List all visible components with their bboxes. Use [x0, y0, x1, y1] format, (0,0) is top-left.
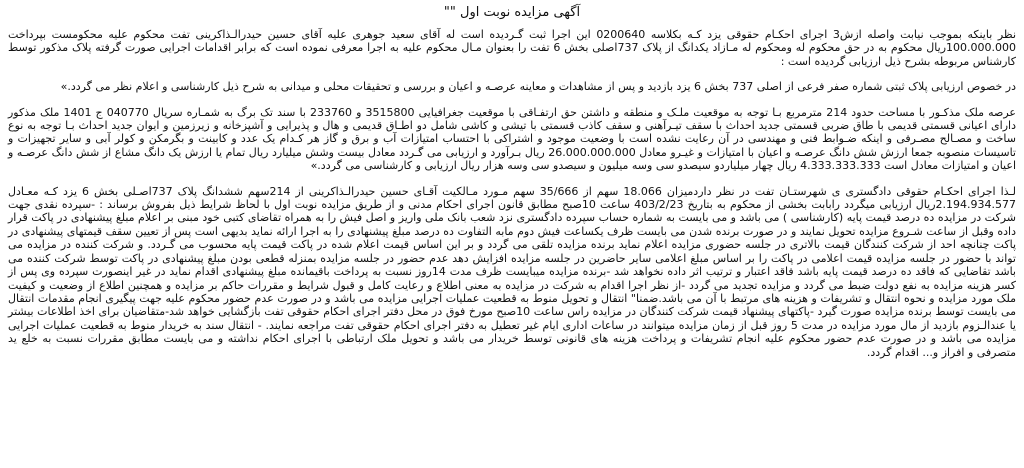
paragraph-case-intro: نظر باینکه بموجب نیابت واصله ازش3 اجرای احکـام حقوقی یزد کـه بکلاسه 0200640 این اجرا ثبت گـردیده است له آقای سعید جوهری علیه آقای حسین حیدرالـذاکرینی تفت محکوم علیه محکومست بپرداخت 100.000.000ریال محکوم به در حق محکوم له ومحکوم له مـازاد یکدانگ از پلاک 737اصلی بخش 6 تفت را بعنوان مـال محکوم علیه به اجرا معرفی نموده است که برابر اقدامات اجرایی صورت گرفته پلاک مذکور توسط کارشناس مربوطه بشرح ذیل ارزیابی گردیده است :: [8, 28, 1017, 68]
paragraph-property-description: عرصه ملک مذکـور با مساحت حدود 214 مترمربع بـا توجه به موقعیت ملـک و منطقه و داشتن حق ارتفـاقی با موقعیت جغرافیایی 3515800 و 233760 با سند تک برگ به شمـاره سریال 040770 ج 1401 ملک مذکور دارای اعیانی قسمتی قدیمی با طاق ضربی قسمتی جدید احداث با سقف تیـرآهنی و سقف کاذب قسمتی با تیشی و کاشی شامل دو اطـاق قدیمی و هال و پذیرایی و آشپزخانه و زیرزمین و ایوان جدید احداث بـا توجه به نوع ساخت و مصـالح مصـرفی و اینکه ضـوابط فنی و مهندسی در آن رعایت نشده است با وضعیت موجود و اشتراکی با احتساب امتیازات آب و برق و گاز هر کـدام یک عدد و کابینت و بگرمکن و کولر آبی و سایر تجهیزات و تاسیسات منصوبه جمعا ارزش شش دانگ عرصـه و اعیان با امتیازات و غیـرو معادل 26.000.000.000 ریال بـرآورد و ارزیابی می گـردد معادل بیست وشش میلیارد ریال تمام یا ارزش یک دانگ مشاع از شش دانگ عرصـه و اعیان و امتیازات معادل است 4.333.333.333 ریال چهار میلیاردو سیصدو سی وسه میلیون و سیصدو سی وسه هزار ریال ارزیابی و کارشناسی می گردد.»: [8, 105, 1016, 173]
notice-title: آگهی مزایده نوبت اول "": [443, 5, 581, 20]
paragraph-appraisal-intro: در خصوص ارزیابی پلاک ثبتی شماره صفر فرعی از اصلی 737 بخش 6 یزد بازدید و پس از مشاهدات و معاینه عرصـه و اعیان و بررسی و تحقیقات محلی و میدانی به شرح ذیل کارشناسی و اعلام نظر می گردد.»: [60, 80, 1016, 94]
auction-notice-page: [0, 4, 1024, 468]
paragraph-auction-conditions: لـذا اجرای احکـام حقوقی دادگستری ی شهرستـان تفت در نظر داردمیزان 18.066 سهم از 35/666 سهم مـورد مـالکیت آقـای حسین حیدرالـذاکرینی از 214سهم ششدانگ پلاک 737اصـلی بخش 6 یزد کـه معـادل 2.194.934.577ریال ارزیابی میگردد رابابت بخشی از محکوم به بتاریخ 403/2/23 ساعت 10صبح مطابق قانون اجرای احکام مدنی و از طریق مزایده نوبت اول با لحاظ شرایط ذیل بفروش برساند : -سپرده نقدی جهت شرکت در مزایده ده درصد قیمت پایه (کارشناسی ) می باشد و می بایست به شماره حساب سپرده دادگستری نزد شعب بانک ملی واریز و اصل فیش را به همراه تقاضای کتبی خود مبنی بر اعلام مبلغ پیشنهادی در پاکت قرار داده وقبل از ساعت شـروع مزایده تحویل نمایند و در صورت برنده شدن می بایست ظرف یکساعت فیش دوم مابه التفاوت ده درصد مبلغ پیشنهادی را به اجرا ارائه نماید بدیهی است پس از تعیین سقف قیمتهای پیشنهادی در پاکت چنانچه احد از شرکت کنندگان قیمت بالاتری در جلسه حضوری مزایده اعلام نماید برنده مزایده تلقی می گردد و بر این اساس قیمت اعلام شده در پاکت قیمت پایه محسوب می گـردد. و شرکت کننده در مزایده می تواند با حضور در جلسه مزایده قیمت اعلامی در پاکت را بر اساس مبلغ اعلامی سایر حاضرین در جلسه مزایده افزایش دهد عدم حضور در جلسه مزایده بمنزله قطعی بودن مبلغ پیشنهادی در پاکت توسط شرکت کننده می باشد تقاضایی که فاقد ده درصد قیمت پایه باشد فاقد اعتبار و ترتیب اثر داده نخواهد شد -برنده مزایده میبایست ظرف مدت 14روز نسبت به پرداخت باقیمانده مبلغ پیشنهادی اقدام نماید در غیر اینصورت سپرده وی پس از کسر هزینه مزایده به نفع دولت ضبط می گردد و مزایده تجدید می گردد -از نظر اجرا اقدام به شرکت در مزایده به معنی اطلاع و رعایت کامل و قبول شرایط و مقررات حاکم بر مزایده و همچنین اطلاع از وضعیت و کیفیت ملک مورد مزایده و نحوه انتقال و تشریفات و هزینه های مرتبط با آن می باشد.ضمنا" انتقال و تحویل منوط به قطعیت عملیات اجرایی مزایده می باشد و در صورت عدم حضور محکوم علیه جهت پیگیری انجام مقدمات انتقال می بایست توسط برنده مزایده صورت گیرد -پاکتهای پیشنهاد قیمت شرکت کنندگان در مزایده راس ساعت 10صبح مورخ فوق در محل دفتر اجرای احکام حقوقی تفت بازگشایی خواهد شد-متقاضیان برای اخذ اطلاعات بیشتر یا عندالـزوم بازدید از مال مورد مزایده در مدت 5 روز قبل از زمان مزایده میتوانند در ساعات اداری ایام غیر تعطیل به دفتر اجرای احکام حقوقی تفت مراجعه نمایند. - انتقال سند به خریدار منوط به قطعیت عملیات اجرایی مزایده می باشد و در صورت عدم حضور محکوم علیه انجام تشریفات و پرداخت هزینه های قانونی توسط خریدار می باشد و تحویل ملک ارتباطی با اجرای احکام نداشته و می بایست مطابق مقررات نسبت به خلع ید متصرفی و افراز و... اقدام گردد.: [8, 184, 1017, 359]
